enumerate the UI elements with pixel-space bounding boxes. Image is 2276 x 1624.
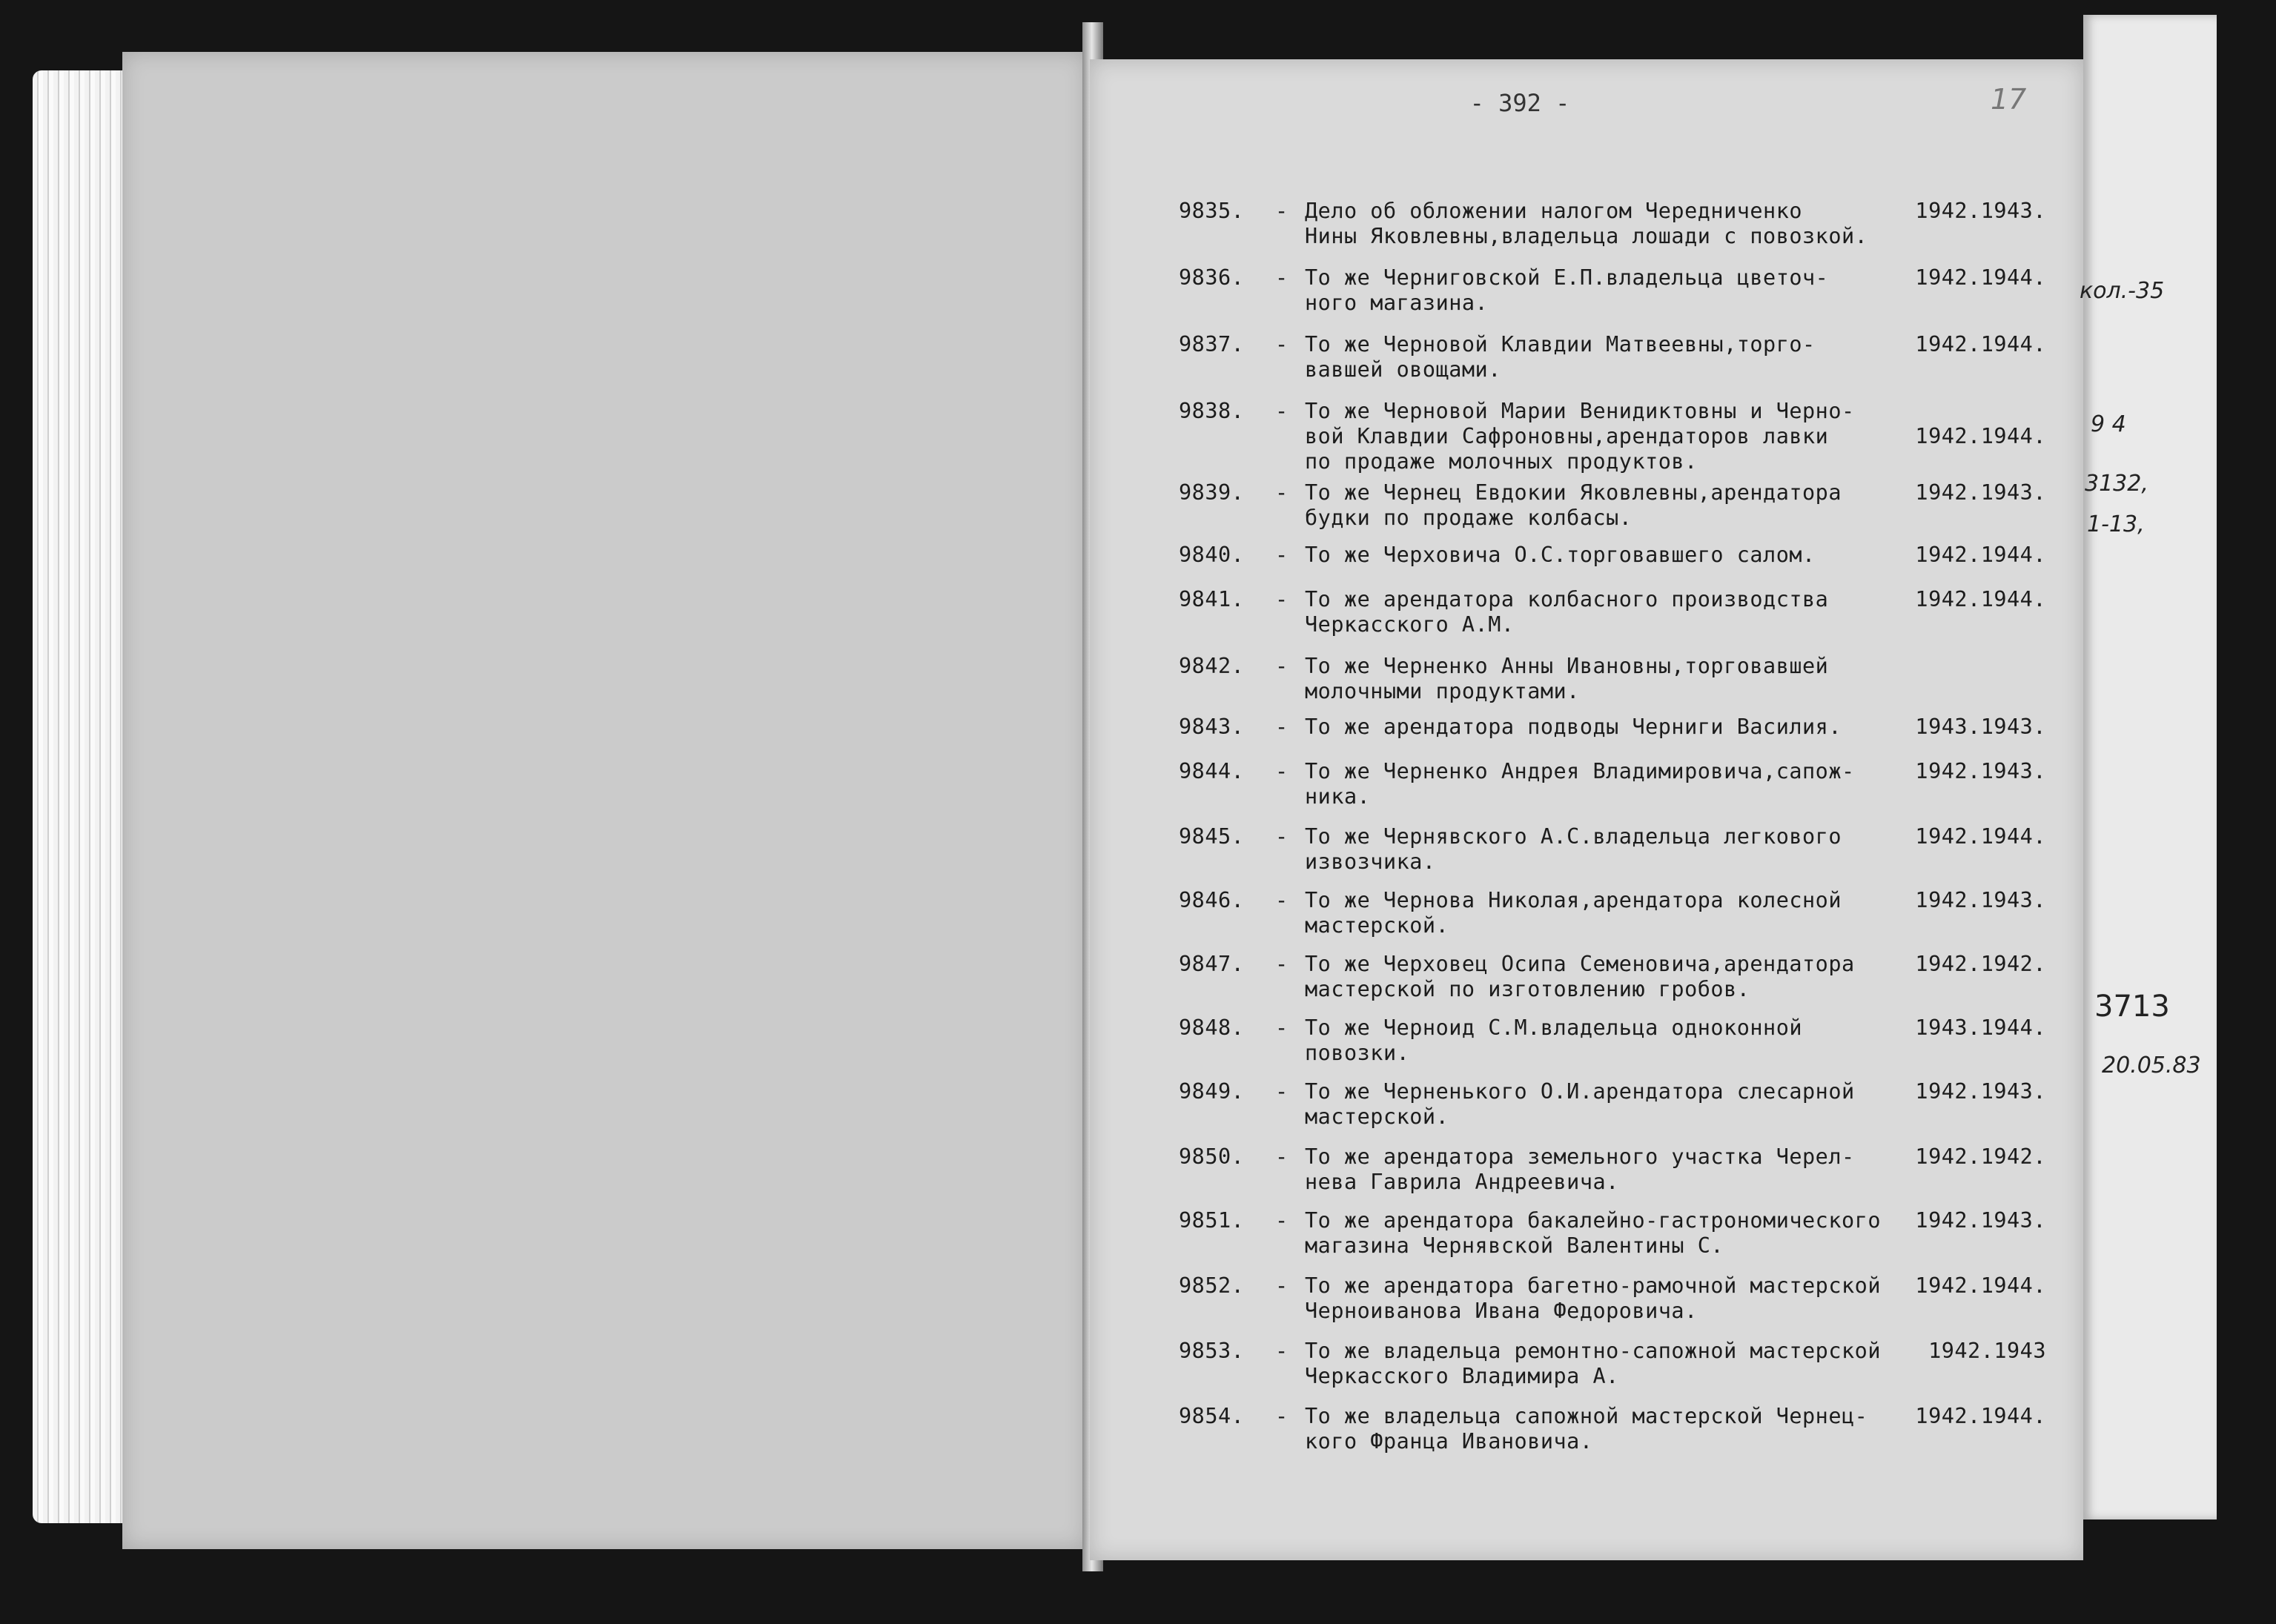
entry-dash: - [1275, 1404, 1288, 1428]
entry-years: 1942.1943. [1915, 759, 2046, 783]
entry-number: 9845. [1179, 824, 1245, 849]
entry-number: 9853. [1179, 1339, 1245, 1363]
entry-number: 9843. [1179, 715, 1245, 739]
entry-dash: - [1275, 759, 1288, 783]
entry-years: 1942.1943. [1915, 888, 2046, 912]
page-stack-edge [33, 70, 129, 1523]
entry-dash: - [1275, 399, 1288, 423]
entry-years: 1942.1944. [1915, 424, 2046, 448]
margin-note: 20.05.83 [2102, 1053, 2201, 1078]
entry-number: 9849. [1179, 1079, 1245, 1104]
list-item [1179, 265, 2054, 317]
entry-years: 1942.1944. [1915, 587, 2046, 612]
entry-number: 9844. [1179, 759, 1245, 783]
entry-dash: - [1275, 824, 1288, 849]
entry-text: То же арендатора подводы Черниги Василия. [1305, 715, 1842, 739]
list-item [1179, 1339, 2054, 1391]
entry-text: То же Черховец Осипа Семеновича,арендатора мастерской по изготовлению гробов. [1305, 952, 1855, 1001]
entry-dash: - [1275, 199, 1288, 223]
entry-number: 9842. [1179, 654, 1245, 678]
entry-years: 1942.1944. [1915, 332, 2046, 357]
list-item [1179, 399, 2054, 477]
entry-number: 9854. [1179, 1404, 1245, 1428]
entry-text: То же Чернец Евдокии Яковлевны,арендатора будки по продаже колбасы. [1305, 480, 1842, 530]
margin-note: 3132, [2085, 471, 2148, 497]
entry-years: 1942.1944. [1915, 1404, 2046, 1428]
entry-text: То же Черненко Андрея Владимировича,сапож- ника. [1305, 759, 1855, 809]
left-page-blank [122, 52, 1086, 1549]
list-item [1179, 1079, 2054, 1131]
entry-text: То же владельца сапожной мастерской Чернец- кого Франца Ивановича. [1305, 1404, 1868, 1454]
list-item [1179, 1404, 2054, 1456]
list-item [1179, 587, 2054, 639]
entry-years: 1942.1942. [1915, 952, 2046, 976]
entry-dash: - [1275, 715, 1288, 739]
margin-note: кол.-35 [2080, 278, 2165, 304]
entry-text: То же Чернова Николая,арендатора колесной мастерской. [1305, 888, 1842, 938]
entry-text: То же Чернявского А.С.владельца легкового извозчика. [1305, 824, 1842, 874]
list-item [1179, 480, 2054, 532]
entry-years: 1942.1943. [1915, 1208, 2046, 1233]
list-item [1179, 715, 2054, 744]
entry-years: 1942.1943. [1915, 199, 2046, 223]
entry-dash: - [1275, 587, 1288, 612]
list-item [1179, 332, 2054, 384]
entry-dash: - [1275, 1208, 1288, 1233]
list-item [1179, 952, 2054, 1004]
list-item [1179, 1144, 2054, 1196]
entry-dash: - [1275, 952, 1288, 976]
list-item [1179, 1208, 2054, 1260]
margin-note: 9 4 [2091, 411, 2126, 437]
entry-dash: - [1275, 543, 1288, 567]
entry-text: То же арендатора багетно-рамочной мастерской Черноиванова Ивана Федоровича. [1305, 1273, 1881, 1323]
list-item [1179, 824, 2054, 876]
margin-note: 1-13, [2087, 511, 2145, 537]
entry-text: То же Черновой Клавдии Матвеевны,торго- вавшей овощами. [1305, 332, 1816, 382]
list-item [1179, 199, 2054, 251]
attached-strip [2083, 15, 2217, 1519]
entry-dash: - [1275, 332, 1288, 357]
list-item [1179, 1273, 2054, 1325]
entry-dash: - [1275, 1339, 1288, 1363]
entry-text: То же арендатора бакалейно-гастрономического магазина Чернявской Валентины С. [1305, 1208, 1881, 1258]
page-number: - 392 - [1469, 89, 1570, 117]
entry-years: 1942.1942. [1915, 1144, 2046, 1169]
entry-dash: - [1275, 265, 1288, 290]
entry-years: 1942.1943. [1915, 480, 2046, 505]
entry-number: 9837. [1179, 332, 1245, 357]
entry-number: 9851. [1179, 1208, 1245, 1233]
entry-dash: - [1275, 888, 1288, 912]
list-item [1179, 759, 2054, 811]
entry-text: То же арендатора колбасного производства Черкасского А.М. [1305, 587, 1829, 637]
entry-number: 9850. [1179, 1144, 1245, 1169]
list-item [1179, 1015, 2054, 1067]
list-item [1179, 654, 2054, 706]
entry-dash: - [1275, 654, 1288, 678]
entry-number: 9841. [1179, 587, 1245, 612]
list-item [1179, 888, 2054, 940]
entry-dash: - [1275, 1273, 1288, 1298]
entry-dash: - [1275, 480, 1288, 505]
entry-number: 9838. [1179, 399, 1245, 423]
entry-text: То же Черненко Анны Ивановны,торговавшей молочными продуктами. [1305, 654, 1829, 703]
entry-years: 1943.1943. [1915, 715, 2046, 739]
entry-number: 9840. [1179, 543, 1245, 567]
entry-text: То же Черненького О.И.арендатора слесарной мастерской. [1305, 1079, 1855, 1129]
entry-years: 1942.1943. [1915, 1079, 2046, 1104]
entry-years: 1942.1944. [1915, 824, 2046, 849]
entry-text: То же Черниговской Е.П.владельца цветоч- ного магазина. [1305, 265, 1829, 315]
entry-number: 9847. [1179, 952, 1245, 976]
entry-number: 9848. [1179, 1015, 1245, 1040]
entry-number: 9852. [1179, 1273, 1245, 1298]
entry-text: То же арендатора земельного участка Черел- нева Гаврила Андреевича. [1305, 1144, 1855, 1194]
entry-number: 9835. [1179, 199, 1245, 223]
folio-number: 17 [1991, 83, 2027, 116]
entry-number: 9836. [1179, 265, 1245, 290]
entry-years: 1942.1944. [1915, 543, 2046, 567]
entry-years: 1943.1944. [1915, 1015, 2046, 1040]
entry-dash: - [1275, 1015, 1288, 1040]
entry-dash: - [1275, 1079, 1288, 1104]
entry-number: 9846. [1179, 888, 1245, 912]
entry-dash: - [1275, 1144, 1288, 1169]
entry-years: 1942.1944. [1915, 265, 2046, 290]
entry-text: То же Черновой Марии Венидиктовны и Черно- вой Клавдии Сафроновны,арендаторов лавки по продаже молочных продуктов. [1305, 399, 1855, 474]
margin-note: 3713 [2094, 990, 2170, 1024]
entry-number: 9839. [1179, 480, 1245, 505]
entry-text: То же владельца ремонтно-сапожной мастерской Черкасского Владимира А. [1305, 1339, 1881, 1388]
entry-years: 1942.1944. [1915, 1273, 2046, 1298]
entry-text: Дело об обложении налогом Чередниченко Нины Яковлевны,владельца лошади с повозкой. [1305, 199, 1868, 248]
entry-text: То же Черховича О.С.торговавшего салом. [1305, 543, 1816, 567]
entry-years: 1942.1943 [1928, 1339, 2046, 1363]
entry-text: То же Черноид С.М.владельца одноконной повозки. [1305, 1015, 1803, 1065]
list-item [1179, 543, 2054, 572]
